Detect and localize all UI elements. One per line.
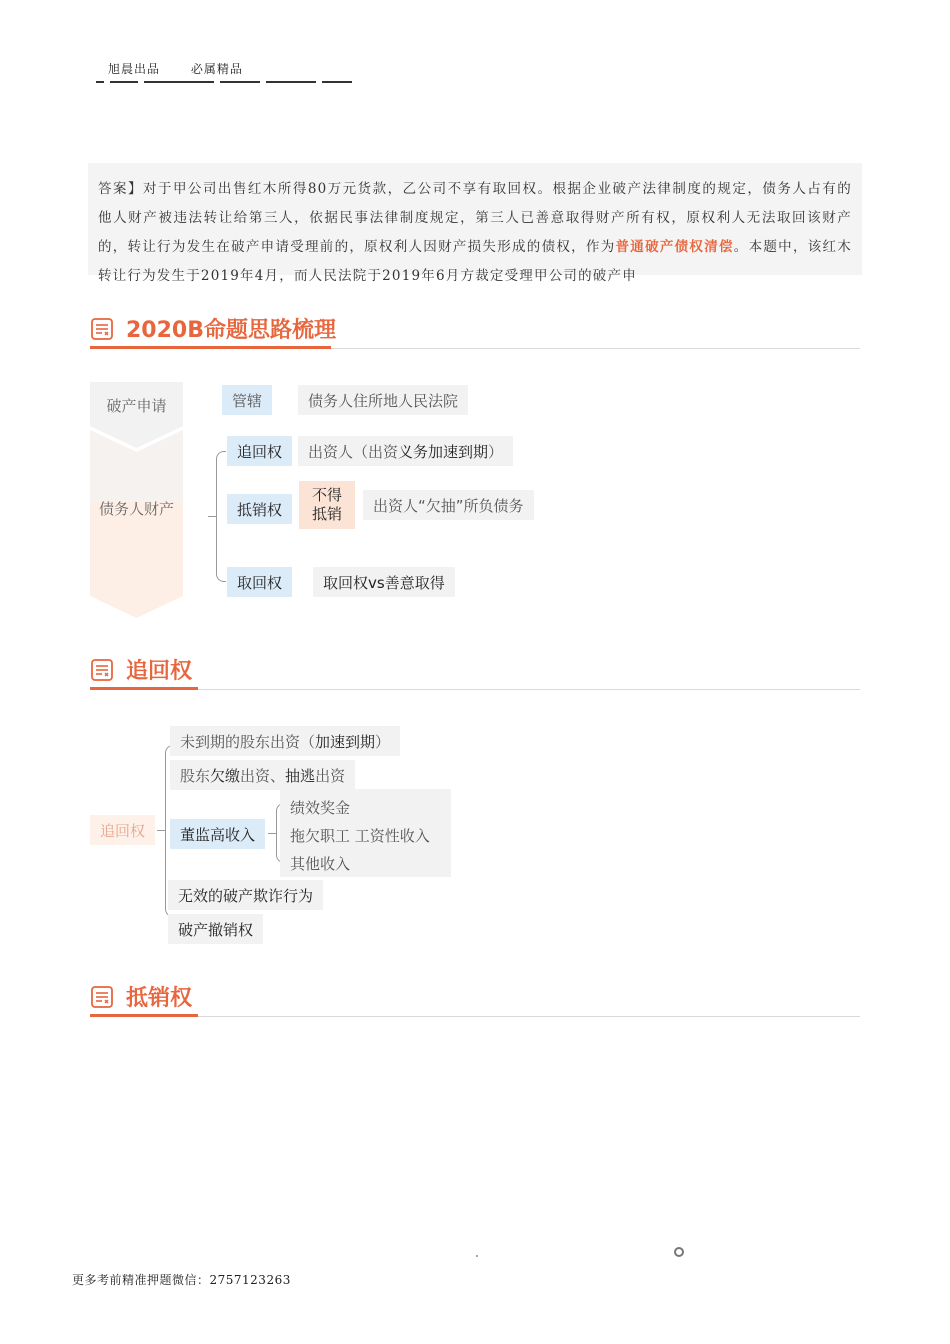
item-unmatured-bold: 加速到期	[315, 732, 376, 751]
setoff-not-allowed	[299, 481, 355, 529]
page-header	[108, 60, 269, 77]
recovery-value-post: ）	[488, 442, 504, 461]
retrieval-value: 取回权vs善意取得	[313, 567, 455, 597]
recovery-value	[298, 436, 513, 466]
section-title-label: 追回权	[126, 659, 193, 684]
section-underline	[90, 1014, 198, 1017]
sub-item-performance-bonus: 绩效奖金	[290, 798, 351, 817]
item-arrears-contribution	[170, 760, 355, 790]
notes-icon	[90, 317, 114, 341]
section-title-label: 2020B命题思路梳理	[126, 318, 336, 343]
answer-text-before: 答案】对于甲公司出售红木所得80万元货款，乙公司不享有取回权。根据企业破产法律制度的规定，债务人占有的他人财产被违法转让给第三人，依据民事法律制度规定，第三人已善意取得财产所有权，原权利人无法取回该财产的，转让行为发生在破产申请受理前的，原权利人因财产损失形成的债权，作为	[98, 181, 852, 255]
brace-tip	[208, 516, 216, 517]
header-cut-line	[96, 78, 396, 84]
header-right: 必属精品	[190, 62, 243, 76]
setoff-not-line2: 抵销	[311, 505, 342, 523]
speck-dot	[476, 1255, 478, 1257]
jurisdiction-label: 管辖	[222, 385, 272, 415]
answer-paragraph	[98, 175, 852, 291]
item-arrears-bold2: 抽逃	[285, 766, 316, 785]
item-arrears-post: 出资	[315, 766, 346, 785]
notes-icon	[90, 658, 114, 682]
section-rule	[90, 689, 860, 690]
item-arrears-pre: 股东	[180, 766, 211, 785]
setoff-value: 出资人“欠抽”所负债务	[363, 490, 534, 520]
jurisdiction-value: 债务人住所地人民法院	[298, 385, 468, 415]
flow-step-debtor-property: 债务人财产	[98, 500, 174, 518]
setoff-not-line1: 不得	[311, 486, 342, 504]
item-executive-income: 董监高收入	[170, 819, 265, 849]
item-unmatured-pre: 未到期的股东出资（	[180, 732, 316, 751]
sub-item-other-income: 其他收入	[290, 854, 351, 873]
answer-text-after: 。本题中，该红木转让行为发生于2019年4月，而人民法院于2019年6月方裁定受理甲公司的破产申	[98, 239, 852, 284]
recovery-root: 追回权	[90, 815, 155, 845]
section-rule	[90, 1016, 860, 1017]
recovery-value-pre: 出资人（出资	[308, 442, 399, 461]
speck-mark	[674, 1247, 684, 1257]
item-unmatured-contribution	[170, 726, 400, 756]
recovery-label: 追回权	[227, 436, 292, 466]
item-revocation-right: 破产撤销权	[168, 914, 263, 944]
item-arrears-bold1: 欠缴	[210, 766, 241, 785]
section-underline	[90, 687, 198, 690]
section-title-label: 抵销权	[126, 986, 193, 1011]
answer-highlight: 普通破产债权清偿	[615, 239, 734, 255]
brace-tip	[157, 830, 165, 831]
footer-contact: 更多考前精准押题微信：2757123263	[72, 1273, 291, 1287]
item-arrears-mid: 出资、	[240, 766, 286, 785]
flow-step-bankruptcy-application: 破产申请	[106, 397, 167, 415]
brace-tip	[268, 833, 276, 834]
header-left: 旭晨出品	[108, 62, 161, 76]
notes-icon	[90, 985, 114, 1009]
section-underline	[90, 346, 331, 349]
retrieval-label: 取回权	[227, 567, 292, 597]
recovery-value-bold: 义务加速到期	[398, 442, 489, 461]
item-unmatured-post: ）	[375, 732, 391, 751]
sub-item-unpaid-wages: 拖欠职工 工资性收入	[290, 826, 430, 845]
answer-box	[88, 163, 862, 284]
item-invalid-fraud-acts: 无效的破产欺诈行为	[168, 880, 323, 910]
setoff-label: 抵销权	[227, 494, 292, 524]
brace-debtor-property	[216, 451, 226, 582]
